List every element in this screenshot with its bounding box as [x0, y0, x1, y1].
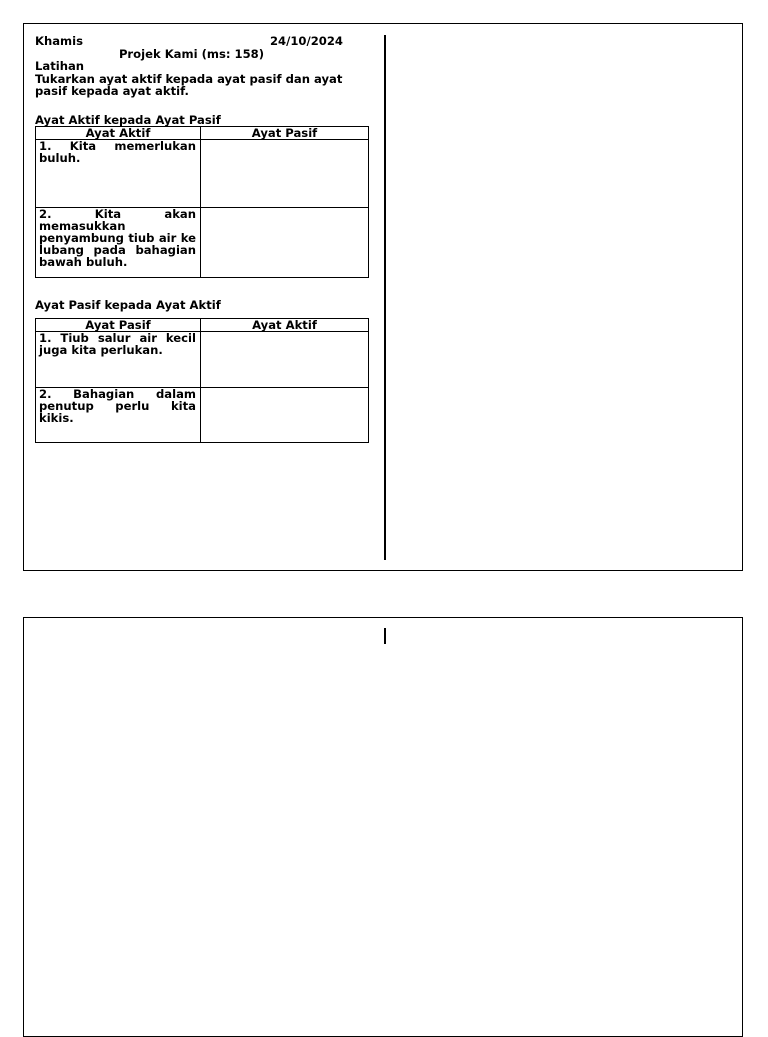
- column-header-passive: Ayat Pasif: [36, 318, 201, 331]
- source-sentence: 1. Kita memerlukan buluh.: [36, 140, 201, 208]
- column-divider: [384, 628, 386, 644]
- active-to-passive-table: [35, 126, 369, 278]
- answer-cell[interactable]: [201, 140, 369, 208]
- section1-title: Ayat Aktif kepada Ayat Pasif: [35, 112, 221, 127]
- exercise-instruction: Tukarkan ayat aktif kepada ayat pasif dan ayat pasif kepada ayat aktif.: [35, 71, 343, 98]
- answer-cell[interactable]: [201, 208, 369, 278]
- table-row: [36, 208, 369, 278]
- table-row: [36, 387, 369, 442]
- answer-cell[interactable]: [201, 331, 369, 387]
- table-row: [36, 331, 369, 387]
- day-label: Khamis: [35, 34, 84, 48]
- source-sentence: 2. Kita akan memasukkan penyambung tiub air ke lubang pada bahagian bawah buluh.: [36, 208, 201, 278]
- left-column: [35, 35, 368, 443]
- table-header-row: [36, 318, 369, 331]
- answer-cell[interactable]: [201, 387, 369, 442]
- column-header-active: Ayat Aktif: [36, 127, 201, 140]
- header-row: [35, 35, 368, 48]
- worksheet-page-1: [23, 23, 743, 571]
- table-header-row: [36, 127, 369, 140]
- table-row: [36, 140, 369, 208]
- project-title: Projek Kami (ms: 158): [118, 46, 265, 61]
- worksheet-page-2: [23, 617, 743, 1037]
- date-label: 24/10/2024: [269, 34, 343, 48]
- passive-to-active-table: [35, 318, 369, 443]
- exercise-label: Latihan: [35, 59, 85, 73]
- column-header-passive: Ayat Pasif: [201, 127, 369, 140]
- column-header-active: Ayat Aktif: [201, 318, 369, 331]
- source-sentence: 2. Bahagian dalam penutup perlu kita kikis.: [36, 387, 201, 442]
- section2-title: Ayat Pasif kepada Ayat Aktif: [35, 298, 221, 312]
- column-divider: [384, 35, 386, 560]
- source-sentence: 1. Tiub salur air kecil juga kita perlukan.: [36, 331, 201, 387]
